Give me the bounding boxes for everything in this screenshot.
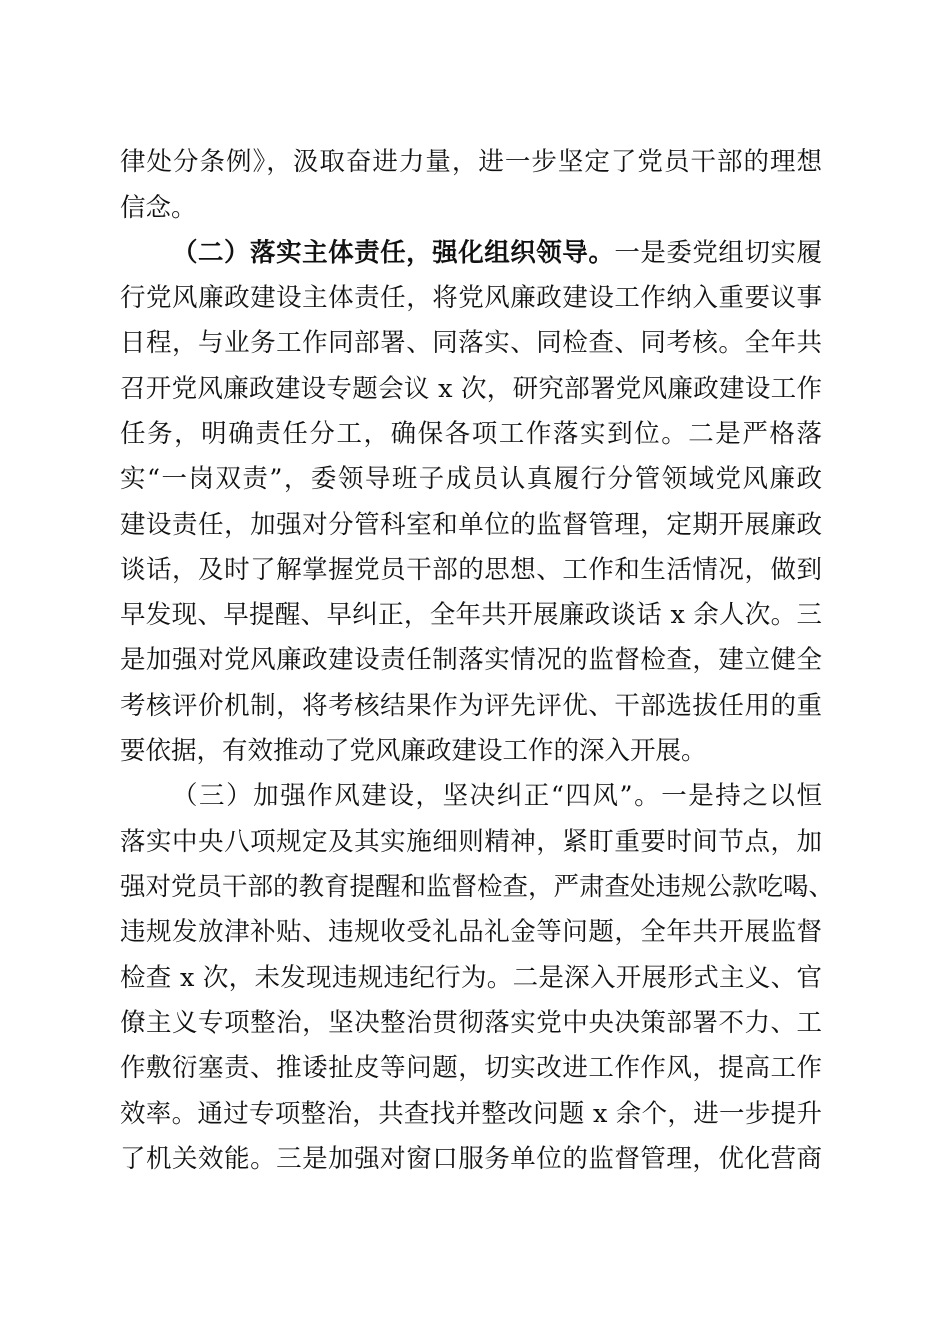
section-2-first-line <box>172 233 822 273</box>
section-3-heading: （三）加强作风建设，坚决纠正“四风”。 <box>172 781 662 811</box>
text-line: 建设责任，加强对分管科室和单位的监督管理，定期开展廉政 <box>120 510 822 540</box>
text-line: 违规发放津补贴、违规收受礼品礼金等问题，全年共开展监督 <box>120 917 822 947</box>
section-2-first-line-text: 一是委党组切实履 <box>614 238 822 268</box>
text-line: 是加强对党风廉政建设责任制落实情况的监督检查，建立健全 <box>120 645 822 675</box>
text-line: 信念。 <box>120 193 197 223</box>
section-3-first-line <box>172 776 822 816</box>
text-line: 行党风廉政建设主体责任，将党风廉政建设工作纳入重要议事 <box>120 283 822 313</box>
text-line: 早发现、早提醒、早纠正，全年共开展廉政谈话 x 余人次。三 <box>120 600 822 630</box>
text-line: 僚主义专项整治，坚决整治贯彻落实党中央决策部署不力、工 <box>120 1008 822 1038</box>
section-3-first-line-text: 一是持之以恒 <box>661 781 822 811</box>
text-line: 效率。通过专项整治，共查找并整改问题 x 余个，进一步提升 <box>120 1099 822 1129</box>
section-2-heading: （二）落实主体责任，强化组织领导。 <box>172 238 615 268</box>
text-line: 了机关效能。三是加强对窗口服务单位的监督管理，优化营商 <box>120 1144 822 1174</box>
text-line: 落实中央八项规定及其实施细则精神，紧盯重要时间节点，加 <box>120 827 822 857</box>
text-line: 召开党风廉政建设专题会议 x 次，研究部署党风廉政建设工作 <box>120 374 822 404</box>
text-line: 作敷衍塞责、推诿扯皮等问题，切实改进工作作风，提高工作 <box>120 1053 822 1083</box>
text-line: 考核评价机制，将考核结果作为评先评优、干部选拔任用的重 <box>120 691 822 721</box>
text-line: 日程，与业务工作同部署、同落实、同检查、同考核。全年共 <box>120 328 822 358</box>
text-line: 强对党员干部的教育提醒和监督检查，严肃查处违规公款吃喝、 <box>120 872 835 902</box>
text-line: 谈话，及时了解掌握党员干部的思想、工作和生活情况，做到 <box>120 555 822 585</box>
text-line: 实“一岗双责”，委领导班子成员认真履行分管领域党风廉政 <box>120 464 822 494</box>
text-line: 任务，明确责任分工，确保各项工作落实到位。二是严格落 <box>120 419 822 449</box>
text-line: 检查 x 次，未发现违规违纪行为。二是深入开展形式主义、官 <box>120 963 822 993</box>
text-line: 要依据，有效推动了党风廉政建设工作的深入开展。 <box>120 736 707 766</box>
text-line: 律处分条例》，汲取奋进力量，进一步坚定了党员干部的理想 <box>120 147 822 177</box>
